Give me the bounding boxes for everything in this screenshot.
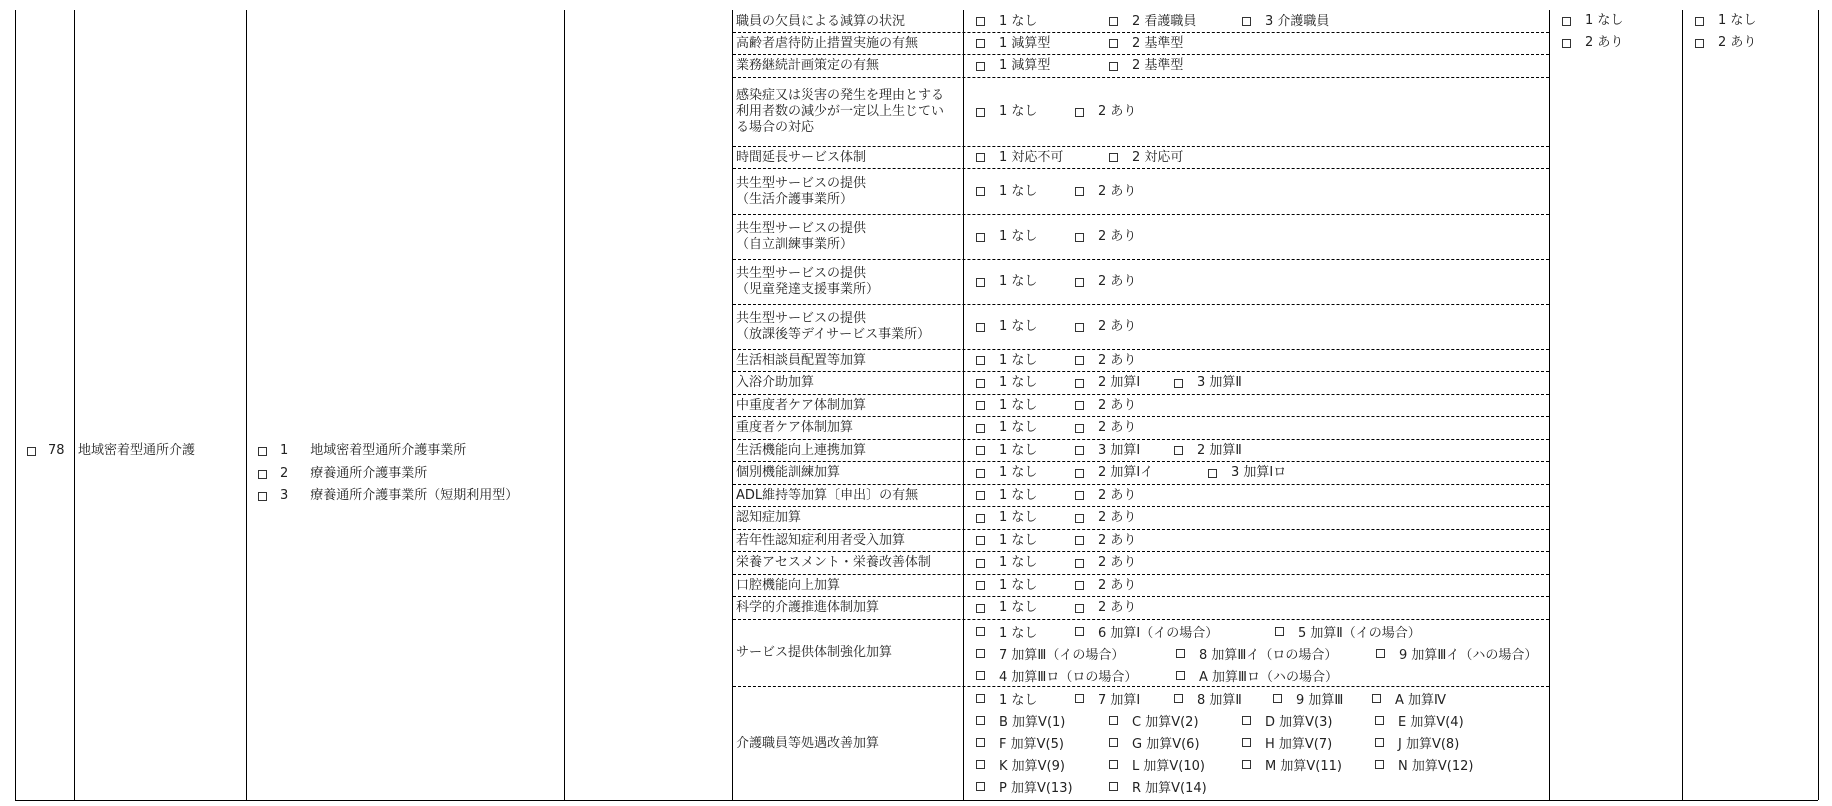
checkbox-icon[interactable]: [976, 627, 985, 636]
col-a-option[interactable]: 1 なし: [1562, 13, 1623, 29]
checkbox-icon[interactable]: [1376, 649, 1385, 658]
checkbox-icon[interactable]: [1075, 627, 1084, 636]
option-radio[interactable]: 2 加算Ⅰ: [1075, 375, 1174, 391]
checkbox-icon[interactable]: [976, 581, 985, 590]
option-radio[interactable]: 1 なし: [976, 375, 1075, 391]
option-radio[interactable]: 5 加算Ⅱ（イの場合）: [1275, 622, 1421, 641]
option-radio[interactable]: C 加算Ⅴ(2): [1109, 711, 1242, 730]
service-code: 78: [48, 443, 65, 458]
checkbox-icon[interactable]: [976, 671, 985, 680]
option-radio[interactable]: 1 なし: [976, 443, 1075, 459]
facility-type-no: 1: [280, 443, 289, 458]
option-radio[interactable]: 2 あり: [1075, 398, 1136, 414]
option-radio[interactable]: 3 加算Ⅰロ: [1208, 465, 1286, 481]
checkbox-icon[interactable]: [1075, 604, 1084, 613]
checkbox-icon[interactable]: [976, 760, 985, 769]
options-individual-training: [976, 462, 1286, 484]
facility-type-no: 3: [280, 488, 289, 503]
option-radio[interactable]: 2 加算Ⅱ: [1174, 443, 1242, 459]
item-label-abuse-prevention: 高齢者虐待防止措置実施の有無: [736, 35, 919, 51]
checkbox-icon[interactable]: [976, 401, 985, 410]
item-label-staff-treatment: 介護職員等処遇改善加算: [736, 735, 880, 751]
checkbox-icon[interactable]: [1075, 356, 1084, 365]
checkbox-icon[interactable]: [976, 536, 985, 545]
checkbox-icon[interactable]: [1109, 760, 1118, 769]
option-radio[interactable]: 9 加算Ⅲ: [1273, 689, 1372, 708]
table-bottom-border: [15, 800, 1818, 801]
option-radio[interactable]: R 加算Ⅴ(14): [1109, 777, 1207, 796]
item-label-nutrition: 栄養アセスメント・栄養改善体制: [736, 555, 931, 570]
item-label-infection-disaster: 感染症又は災害の発生を理由とする 利用者数の減少が一定以上生じてい る場合の対応: [736, 88, 945, 135]
option-radio[interactable]: 1 なし: [976, 488, 1075, 504]
item-label-bathing: 入浴介助加算: [736, 375, 815, 390]
checkbox-icon[interactable]: [1075, 559, 1084, 568]
item-label-life-function: 生活機能向上連携加算: [736, 442, 867, 458]
grid-line: [732, 10, 733, 800]
service-name: 地域密着型通所介護: [78, 443, 196, 458]
option-radio[interactable]: 2 あり: [1075, 319, 1136, 335]
grid-line: [74, 10, 75, 800]
option-radio[interactable]: 4 加算Ⅲロ（ロの場合）: [976, 666, 1176, 685]
option-radio[interactable]: G 加算Ⅴ(6): [1109, 733, 1242, 752]
checkbox-icon[interactable]: [1109, 782, 1118, 791]
option-radio[interactable]: D 加算Ⅴ(3): [1242, 711, 1375, 730]
checkbox-icon[interactable]: [976, 694, 985, 703]
options-severe-care: [976, 417, 1136, 439]
checkbox-icon[interactable]: [1075, 514, 1084, 523]
checkbox-icon[interactable]: [976, 514, 985, 523]
checkbox-icon[interactable]: [1109, 153, 1118, 162]
option-radio[interactable]: 1 なし: [976, 353, 1075, 369]
checkbox-icon[interactable]: [976, 738, 985, 747]
checkbox-icon[interactable]: [976, 356, 985, 365]
item-label-scientific: 科学的介護推進体制加算: [736, 600, 880, 615]
option-radio[interactable]: A 加算Ⅲロ（ハの場合）: [1176, 666, 1338, 685]
options-extended-hours: [976, 147, 1183, 168]
item-label-oral: 口腔機能向上加算: [736, 577, 841, 593]
option-radio[interactable]: 1 なし: [976, 398, 1075, 414]
checkbox-icon[interactable]: [1075, 536, 1084, 545]
checkbox-icon[interactable]: [1562, 17, 1571, 26]
checkbox-icon[interactable]: [1075, 694, 1084, 703]
checkbox-icon[interactable]: [1695, 17, 1704, 26]
checkbox-icon[interactable]: [1109, 17, 1118, 26]
checkbox-icon[interactable]: [1375, 738, 1384, 747]
item-label-extended-hours: 時間延長サービス体制: [736, 149, 867, 165]
facility-type-option[interactable]: [258, 488, 518, 504]
grid-line: [246, 10, 247, 800]
item-label-bcp: 業務継続計画策定の有無: [736, 58, 880, 73]
item-label-young-dementia: 若年性認知症利用者受入加算: [736, 532, 906, 548]
checkbox-icon[interactable]: [976, 446, 985, 455]
option-radio[interactable]: 1 なし: [976, 622, 1075, 641]
option-radio[interactable]: 3 加算Ⅱ: [1174, 375, 1242, 391]
checkbox-icon[interactable]: [976, 469, 985, 478]
options-staff-treatment-line-1: [976, 687, 1446, 709]
checkbox-icon[interactable]: [1208, 469, 1217, 478]
checkbox-icon[interactable]: [1242, 738, 1251, 747]
item-label-severe-care: 重度者ケア体制加算: [736, 420, 854, 435]
checkbox-icon[interactable]: [1375, 760, 1384, 769]
options-moderate-care: [976, 395, 1136, 416]
checkbox-icon[interactable]: [1109, 39, 1118, 48]
options-symbiotic-child: [976, 260, 1136, 304]
checkbox-icon[interactable]: [1562, 39, 1571, 48]
option-radio[interactable]: 2 あり: [1075, 510, 1136, 526]
checkbox-icon[interactable]: [976, 278, 985, 287]
item-label-symbiotic-child: 共生型サービスの提供 （児童発達支援事業所）: [736, 266, 880, 297]
checkbox-icon[interactable]: [1075, 446, 1084, 455]
checkbox-icon[interactable]: [1109, 716, 1118, 725]
options-service-strengthening-line-1: [976, 620, 1421, 642]
option-radio[interactable]: 1 なし: [976, 104, 1075, 120]
grid-line: [963, 10, 964, 800]
options-nutrition: [976, 552, 1136, 574]
option-radio[interactable]: E 加算Ⅴ(4): [1375, 711, 1464, 730]
options-adl: [976, 485, 1136, 506]
option-radio[interactable]: 1 なし: [976, 184, 1075, 200]
option-radio[interactable]: 1 対応不可: [976, 150, 1109, 166]
service-code-option[interactable]: [27, 443, 65, 459]
checkbox-icon[interactable]: [976, 649, 985, 658]
checkbox-icon[interactable]: [1075, 401, 1084, 410]
options-staff-treatment-line-4: [976, 753, 1473, 775]
option-radio[interactable]: N 加算Ⅴ(12): [1375, 755, 1473, 774]
checkbox-icon[interactable]: [1174, 446, 1183, 455]
grid-line: [1682, 10, 1683, 800]
checkbox-icon[interactable]: [1242, 716, 1251, 725]
option-radio[interactable]: L 加算Ⅴ(10): [1109, 755, 1242, 774]
checkbox-icon[interactable]: [976, 62, 985, 71]
option-radio[interactable]: 1 なし: [976, 689, 1075, 708]
facility-type-label: 療養通所介護事業所（短期利用型）: [310, 488, 519, 503]
checkbox-icon[interactable]: [1275, 627, 1284, 636]
option-radio[interactable]: 3 加算Ⅰ: [1075, 443, 1174, 459]
item-label-staff-shortage: 職員の欠員による減算の状況: [736, 13, 906, 29]
option-radio[interactable]: 2 あり: [1075, 555, 1136, 571]
facility-type-label: 療養通所介護事業所: [310, 466, 428, 481]
options-bcp: [976, 55, 1183, 77]
option-radio[interactable]: 1 なし: [976, 14, 1109, 30]
option-radio[interactable]: 2 対応可: [1109, 150, 1183, 166]
checkbox-icon[interactable]: [1174, 379, 1183, 388]
checkbox-icon[interactable]: [1242, 17, 1251, 26]
checkbox-icon[interactable]: [1375, 716, 1384, 725]
item-label-individual-training: 個別機能訓練加算: [736, 465, 841, 480]
options-staff-treatment-line-2: [976, 709, 1464, 731]
checkbox-icon[interactable]: [1109, 62, 1118, 71]
checkbox-icon[interactable]: [27, 447, 36, 456]
option-radio[interactable]: 2 看護職員: [1109, 14, 1242, 30]
item-label-moderate-care: 中重度者ケア体制加算: [736, 397, 867, 413]
checkbox-icon[interactable]: [258, 447, 267, 456]
checkbox-icon[interactable]: [976, 559, 985, 568]
option-radio[interactable]: H 加算Ⅴ(7): [1242, 733, 1375, 752]
option-radio[interactable]: 1 減算型: [976, 58, 1109, 74]
checkbox-icon[interactable]: [1273, 694, 1282, 703]
option-radio[interactable]: J 加算Ⅴ(8): [1375, 733, 1459, 752]
options-dementia: [976, 507, 1136, 529]
options-symbiotic-training: [976, 215, 1136, 259]
item-label-adl: ADL維持等加算〔申出〕の有無: [736, 487, 919, 503]
checkbox-icon[interactable]: [976, 39, 985, 48]
option-radio[interactable]: 9 加算Ⅲイ（ハの場合）: [1376, 644, 1537, 663]
option-radio[interactable]: 2 あり: [1075, 274, 1136, 290]
checkbox-icon[interactable]: [1075, 108, 1084, 117]
options-counselor: [976, 350, 1136, 371]
option-radio[interactable]: 2 基準型: [1109, 36, 1183, 52]
options-symbiotic-afterschool: [976, 305, 1136, 349]
option-radio[interactable]: 2 あり: [1075, 578, 1136, 594]
options-life-function: [976, 440, 1242, 461]
checkbox-icon[interactable]: [1075, 323, 1084, 332]
option-radio[interactable]: 2 あり: [1075, 229, 1136, 245]
option-radio[interactable]: 2 加算Ⅰイ: [1075, 465, 1208, 481]
checkbox-icon[interactable]: [1109, 738, 1118, 747]
options-abuse-prevention: [976, 33, 1183, 54]
grid-line: [15, 10, 16, 800]
option-radio[interactable]: 3 介護職員: [1242, 14, 1329, 30]
options-symbiotic-living: [976, 169, 1136, 214]
option-radio[interactable]: 2 あり: [1075, 420, 1136, 436]
checkbox-icon[interactable]: [1372, 694, 1381, 703]
item-label-dementia: 認知症加算: [736, 510, 802, 525]
option-radio[interactable]: 1 なし: [976, 420, 1075, 436]
option-radio[interactable]: A 加算Ⅳ: [1372, 689, 1446, 708]
checkbox-icon[interactable]: [1075, 278, 1084, 287]
item-label-symbiotic-training: 共生型サービスの提供 （自立訓練事業所）: [736, 221, 867, 252]
options-bathing: [976, 372, 1242, 394]
col-a-option[interactable]: 2 あり: [1562, 35, 1623, 51]
options-oral: [976, 575, 1136, 596]
option-radio[interactable]: 1 なし: [976, 533, 1075, 549]
options-staff-shortage: [976, 11, 1329, 32]
checkbox-icon[interactable]: [1075, 379, 1084, 388]
options-service-strengthening-line-3: [976, 664, 1338, 686]
grid-line: [1818, 10, 1819, 800]
checkbox-icon[interactable]: [976, 491, 985, 500]
item-label-symbiotic-living: 共生型サービスの提供 （生活介護事業所）: [736, 175, 867, 207]
checkbox-icon[interactable]: [1075, 424, 1084, 433]
grid-line: [1549, 10, 1550, 800]
option-radio[interactable]: 2 あり: [1075, 600, 1136, 616]
checkbox-icon[interactable]: [1075, 469, 1084, 478]
checkbox-icon[interactable]: [976, 379, 985, 388]
grid-line: [564, 10, 565, 800]
item-label-service-strengthening: サービス提供体制強化加算: [736, 645, 893, 660]
checkbox-icon[interactable]: [976, 424, 985, 433]
option-radio[interactable]: 1 減算型: [976, 36, 1109, 52]
options-service-strengthening-line-2: [976, 642, 1537, 664]
item-label-symbiotic-afterschool: 共生型サービスの提供 （放課後等デイサービス事業所）: [736, 311, 931, 342]
option-radio[interactable]: 8 加算Ⅱ: [1174, 689, 1273, 708]
option-radio[interactable]: 8 加算Ⅲイ（ロの場合）: [1176, 644, 1376, 663]
checkbox-icon[interactable]: [258, 470, 267, 479]
checkbox-icon[interactable]: [976, 108, 985, 117]
options-scientific: [976, 597, 1136, 619]
option-radio[interactable]: 2 あり: [1075, 104, 1136, 120]
checkbox-icon[interactable]: [976, 323, 985, 332]
option-radio[interactable]: 2 あり: [1075, 533, 1136, 549]
option-radio[interactable]: B 加算Ⅴ(1): [976, 711, 1109, 730]
checkbox-icon[interactable]: [1075, 187, 1084, 196]
option-radio[interactable]: 1 なし: [976, 274, 1075, 290]
option-radio[interactable]: 1 なし: [976, 578, 1075, 594]
options-young-dementia: [976, 530, 1136, 551]
option-radio[interactable]: K 加算Ⅴ(9): [976, 755, 1109, 774]
option-radio[interactable]: 2 あり: [1075, 488, 1136, 504]
checkbox-icon[interactable]: [976, 233, 985, 242]
checkbox-icon[interactable]: [1176, 671, 1185, 680]
item-label-counselor: 生活相談員配置等加算: [736, 352, 867, 368]
checkbox-icon[interactable]: [976, 782, 985, 791]
checkbox-icon[interactable]: [1242, 760, 1251, 769]
col-b-option[interactable]: 2 あり: [1695, 35, 1756, 51]
option-radio[interactable]: 1 なし: [976, 229, 1075, 245]
option-radio[interactable]: 1 なし: [976, 465, 1075, 481]
checkbox-icon[interactable]: [1075, 233, 1084, 242]
checkbox-icon[interactable]: [976, 604, 985, 613]
option-radio[interactable]: P 加算Ⅴ(13): [976, 777, 1109, 796]
option-radio[interactable]: 7 加算Ⅰ: [1075, 689, 1174, 708]
option-radio[interactable]: 2 あり: [1075, 184, 1136, 200]
option-radio[interactable]: 1 なし: [976, 510, 1075, 526]
checkbox-icon[interactable]: [1695, 39, 1704, 48]
facility-type-option[interactable]: [258, 466, 427, 482]
checkbox-icon[interactable]: [976, 187, 985, 196]
checkbox-icon[interactable]: [258, 492, 267, 501]
checkbox-icon[interactable]: [1176, 649, 1185, 658]
option-radio[interactable]: 6 加算Ⅰ（イの場合）: [1075, 622, 1275, 641]
checkbox-icon[interactable]: [1075, 491, 1084, 500]
option-radio[interactable]: 2 基準型: [1109, 58, 1183, 74]
option-radio[interactable]: 1 なし: [976, 555, 1075, 571]
facility-type-option[interactable]: [258, 443, 466, 459]
option-radio[interactable]: M 加算Ⅴ(11): [1242, 755, 1375, 774]
checkbox-icon[interactable]: [976, 153, 985, 162]
checkbox-icon[interactable]: [1075, 581, 1084, 590]
options-infection-disaster: [976, 78, 1136, 146]
checkbox-icon[interactable]: [1174, 694, 1183, 703]
checkbox-icon[interactable]: [976, 17, 985, 26]
option-radio[interactable]: F 加算Ⅴ(5): [976, 733, 1109, 752]
options-staff-treatment-line-5: [976, 775, 1207, 797]
option-radio[interactable]: 7 加算Ⅲ（イの場合）: [976, 644, 1176, 663]
option-radio[interactable]: 2 あり: [1075, 353, 1136, 369]
options-staff-treatment-line-3: [976, 731, 1459, 753]
facility-type-no: 2: [280, 466, 289, 481]
option-radio[interactable]: 1 なし: [976, 600, 1075, 616]
facility-type-label: 地域密着型通所介護事業所: [310, 443, 467, 458]
col-b-option[interactable]: 1 なし: [1695, 13, 1756, 29]
checkbox-icon[interactable]: [976, 716, 985, 725]
option-radio[interactable]: 1 なし: [976, 319, 1075, 335]
